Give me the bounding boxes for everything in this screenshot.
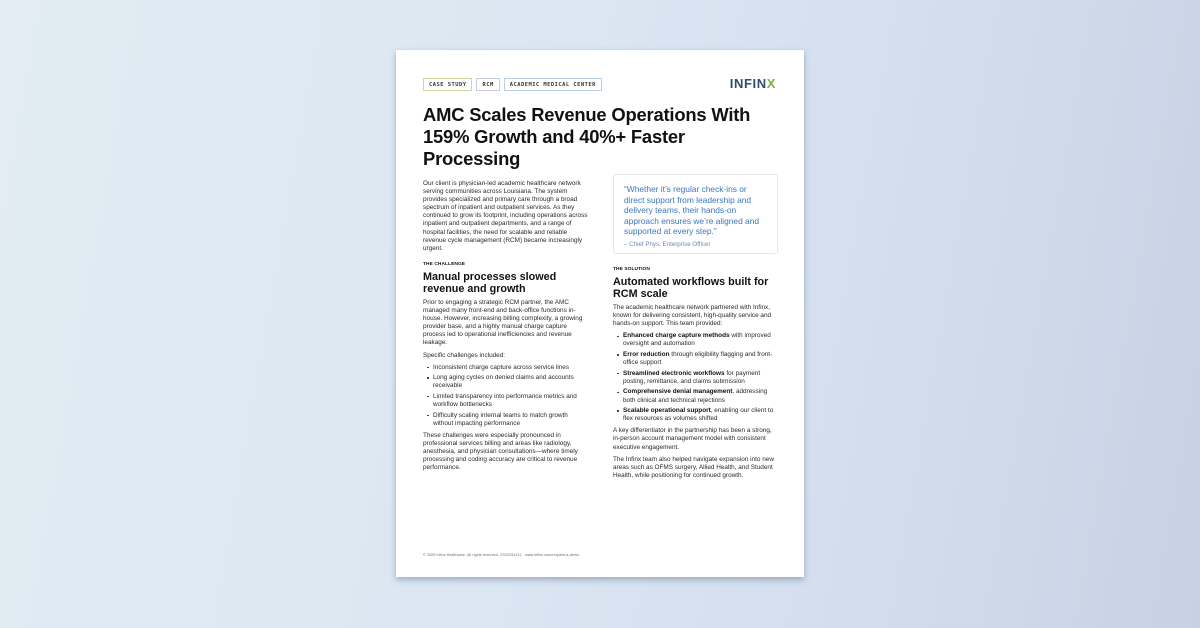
- tag-list: [423, 78, 602, 91]
- list-item: Comprehensive denial management, addressing both clinical and technical rejections: [617, 388, 778, 404]
- intro-paragraph: Our client is physician-led academic healthcare network serving communities across Louisiana. The system provides specialized and primary care through a broad spectrum of inpatient and outpatient services. As they continued to grow its footprint, including operations across inpatient and outpatient departments, and a range of hospital facilities, the need for scalable and reliable revenue cycle management (RCM) became increasingly urgent.: [423, 180, 588, 252]
- logo-text-accent: X: [766, 76, 776, 91]
- challenge-closing-paragraph: These challenges were especially pronounced in professional services billing and areas like radiology, anesthesia, and physician consultations—where timely processing and coding accuracy are critical to revenue performance.: [423, 431, 578, 472]
- list-item: Streamlined electronic workflows for payment posting, remittance, and claims submission: [617, 370, 778, 386]
- challenge-heading: Manual processes slowed revenue and growth: [423, 270, 557, 295]
- page-footer: © 2025 Infinx Healthcare. All rights reserved. CS20251131 · www.infinx.com/request-a-demo: [423, 553, 580, 557]
- solution-paragraph: The academic healthcare network partnered with Infinx, known for delivering consistent, high-quality service and hands-on support. This team provided:: [613, 304, 772, 328]
- tag-case-study: CASE STUDY: [423, 78, 472, 91]
- logo-text-main: INFIN: [729, 76, 767, 91]
- testimonial-quote: [613, 174, 778, 254]
- right-column: [613, 174, 778, 484]
- challenge-list: [423, 364, 588, 428]
- list-item: Limited transparency into performance metrics and workflow bottlenecks: [427, 393, 588, 409]
- solution-expansion-paragraph: The Infinx team also helped navigate expansion into new areas such as OFMS surgery, Allied Health, and Student Health, while positioning for continued growth.: [613, 455, 774, 479]
- tag-academic-medical-center: ACADEMIC MEDICAL CENTER: [504, 78, 602, 91]
- solution-label: THE SOLUTION: [613, 267, 650, 272]
- list-item: Inconsistent charge capture across service lines: [427, 364, 588, 372]
- solution-differentiator-paragraph: A key differentiator in the partnership has been a strong, in-person account management model with consistent executive engagement.: [613, 427, 772, 451]
- infinx-logo: [730, 76, 776, 91]
- tag-rcm: RCM: [476, 78, 499, 91]
- page-title: AMC Scales Revenue Operations With 159% Growth and 40%+ Faster Processing: [423, 104, 751, 169]
- quote-text: “Whether it’s regular check-ins or direct support from leadership and delivery teams, their hands-on approach ensures we’re aligned and supported at every step.”: [624, 184, 760, 237]
- challenge-list-intro: Specific challenges included:: [423, 351, 506, 359]
- list-item: Enhanced charge capture methods with improved oversight and automation: [617, 332, 778, 348]
- challenge-label: THE CHALLENGE: [423, 261, 466, 267]
- case-study-page: [396, 50, 804, 577]
- challenge-paragraph: Prior to engaging a strategic RCM partner, the AMC managed many front-end and back-office functions in-house. However, increasing billing complexity, a growing provider base, and a highly manual charge capture process led to operational inefficiencies and revenue leakage.: [423, 298, 583, 347]
- solution-list: [613, 332, 778, 423]
- list-item: Long aging cycles on denied claims and accounts receivable: [427, 374, 588, 390]
- list-item: Error reduction through eligibility flagging and front-office support: [617, 351, 778, 367]
- list-item: Difficulty scaling internal teams to match growth without impacting performance: [427, 412, 588, 428]
- quote-attribution: – Chief Phys. Enterprise Officer: [624, 240, 711, 248]
- solution-heading: Automated workflows built for RCM scale: [613, 276, 769, 301]
- list-item: Scalable operational support, enabling our client to flex resources as volumes shifted: [617, 407, 778, 423]
- left-column: [423, 180, 588, 476]
